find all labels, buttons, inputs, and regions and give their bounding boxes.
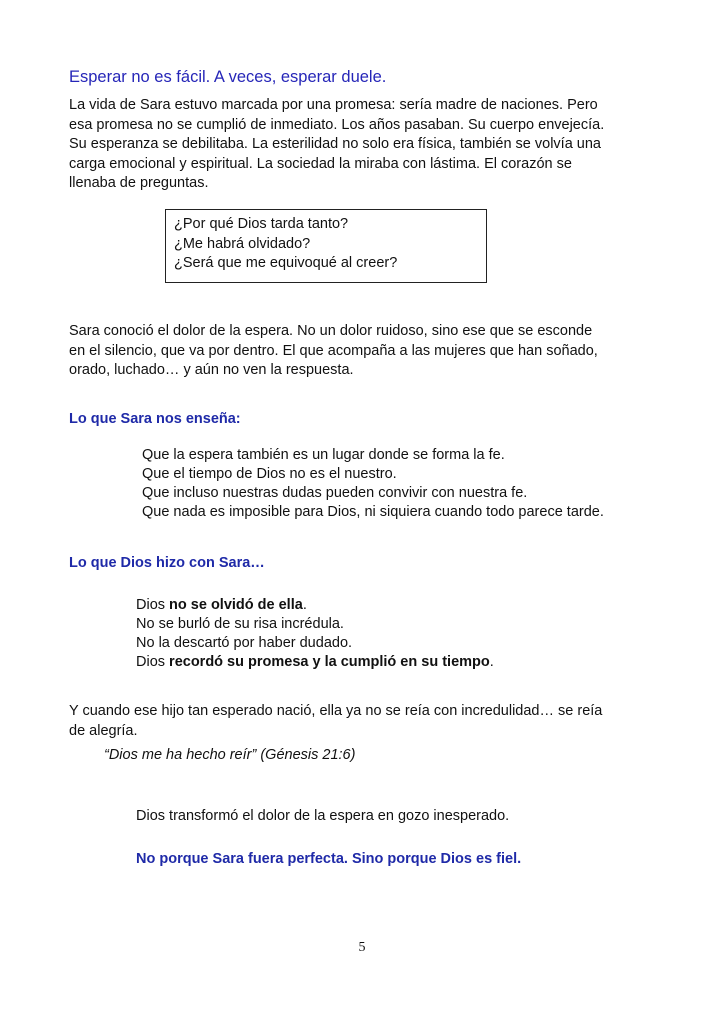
closing-emphasis: No porque Sara fuera perfecta. Sino porque Dios es fiel. xyxy=(136,851,522,867)
birth-paragraph xyxy=(69,702,669,741)
god-did-heading: Lo que Dios hizo con Sara… xyxy=(69,555,265,571)
lessons-list xyxy=(142,446,604,522)
closing-line: Dios transformó el dolor de la espera en gozo inesperado. xyxy=(136,808,510,824)
text-line: La vida de Sara estuvo marcada por una promesa: sería madre de naciones. Pero xyxy=(69,97,598,113)
intro-paragraph xyxy=(69,96,669,194)
list-item xyxy=(136,596,494,615)
text-line: de alegría. xyxy=(69,722,138,739)
bible-verse: “Dios me ha hecho reír” (Génesis 21:6) xyxy=(104,747,356,763)
text-line: orado, luchado… y aún no ven la respuesta. xyxy=(69,362,354,378)
text-run: . xyxy=(302,597,307,613)
list-item xyxy=(136,653,494,672)
pain-paragraph xyxy=(69,322,669,381)
text-line: esa promesa no se cumplió de inmediato. Los años pasaban. Su cuerpo envejecía. xyxy=(69,116,605,133)
text-run: Dios xyxy=(136,654,170,670)
question-line: ¿Por qué Dios tarda tanto? xyxy=(174,216,349,232)
text-line: carga emocional y espiritual. La sociedad la miraba con lástima. El corazón se xyxy=(69,155,572,172)
list-item: Que nada es imposible para Dios, ni siquiera cuando todo parece tarde. xyxy=(142,504,604,520)
text-line: Su esperanza se debilitaba. La esterilidad no solo era física, también se volvía una xyxy=(69,136,601,152)
god-did-list xyxy=(136,596,494,672)
list-item: Que la espera también es un lugar donde se forma la fe. xyxy=(142,447,505,463)
text-line: en el silencio, que va por dentro. El que acompaña a las mujeres que han soñado, xyxy=(69,342,598,359)
text-run: . xyxy=(489,654,494,670)
list-item: Que el tiempo de Dios no es el nuestro. xyxy=(142,466,397,482)
text-line: Y cuando ese hijo tan esperado nació, ella ya no se reía con incredulidad… se reía xyxy=(69,703,603,719)
list-item: Que incluso nuestras dudas pueden convivir con nuestra fe. xyxy=(142,485,528,501)
text-run: Dios xyxy=(136,597,170,613)
question-line: ¿Será que me equivoqué al creer? xyxy=(174,255,398,271)
list-item: No se burló de su risa incrédula. xyxy=(136,616,344,632)
text-line: Sara conoció el dolor de la espera. No un dolor ruidoso, sino ese que se esconde xyxy=(69,323,593,339)
main-heading: Esperar no es fácil. A veces, esperar duele. xyxy=(69,68,387,86)
questions-box xyxy=(165,209,487,283)
page-number: 5 xyxy=(358,940,366,955)
question-line: ¿Me habrá olvidado? xyxy=(174,235,311,252)
list-item: No la descartó por haber dudado. xyxy=(136,635,353,651)
lessons-heading: Lo que Sara nos enseña: xyxy=(69,411,241,427)
text-line: llenaba de preguntas. xyxy=(69,175,209,191)
bold-text: recordó su promesa y la cumplió en su tiempo xyxy=(169,654,490,670)
bold-text: no se olvidó de ella xyxy=(169,597,303,613)
